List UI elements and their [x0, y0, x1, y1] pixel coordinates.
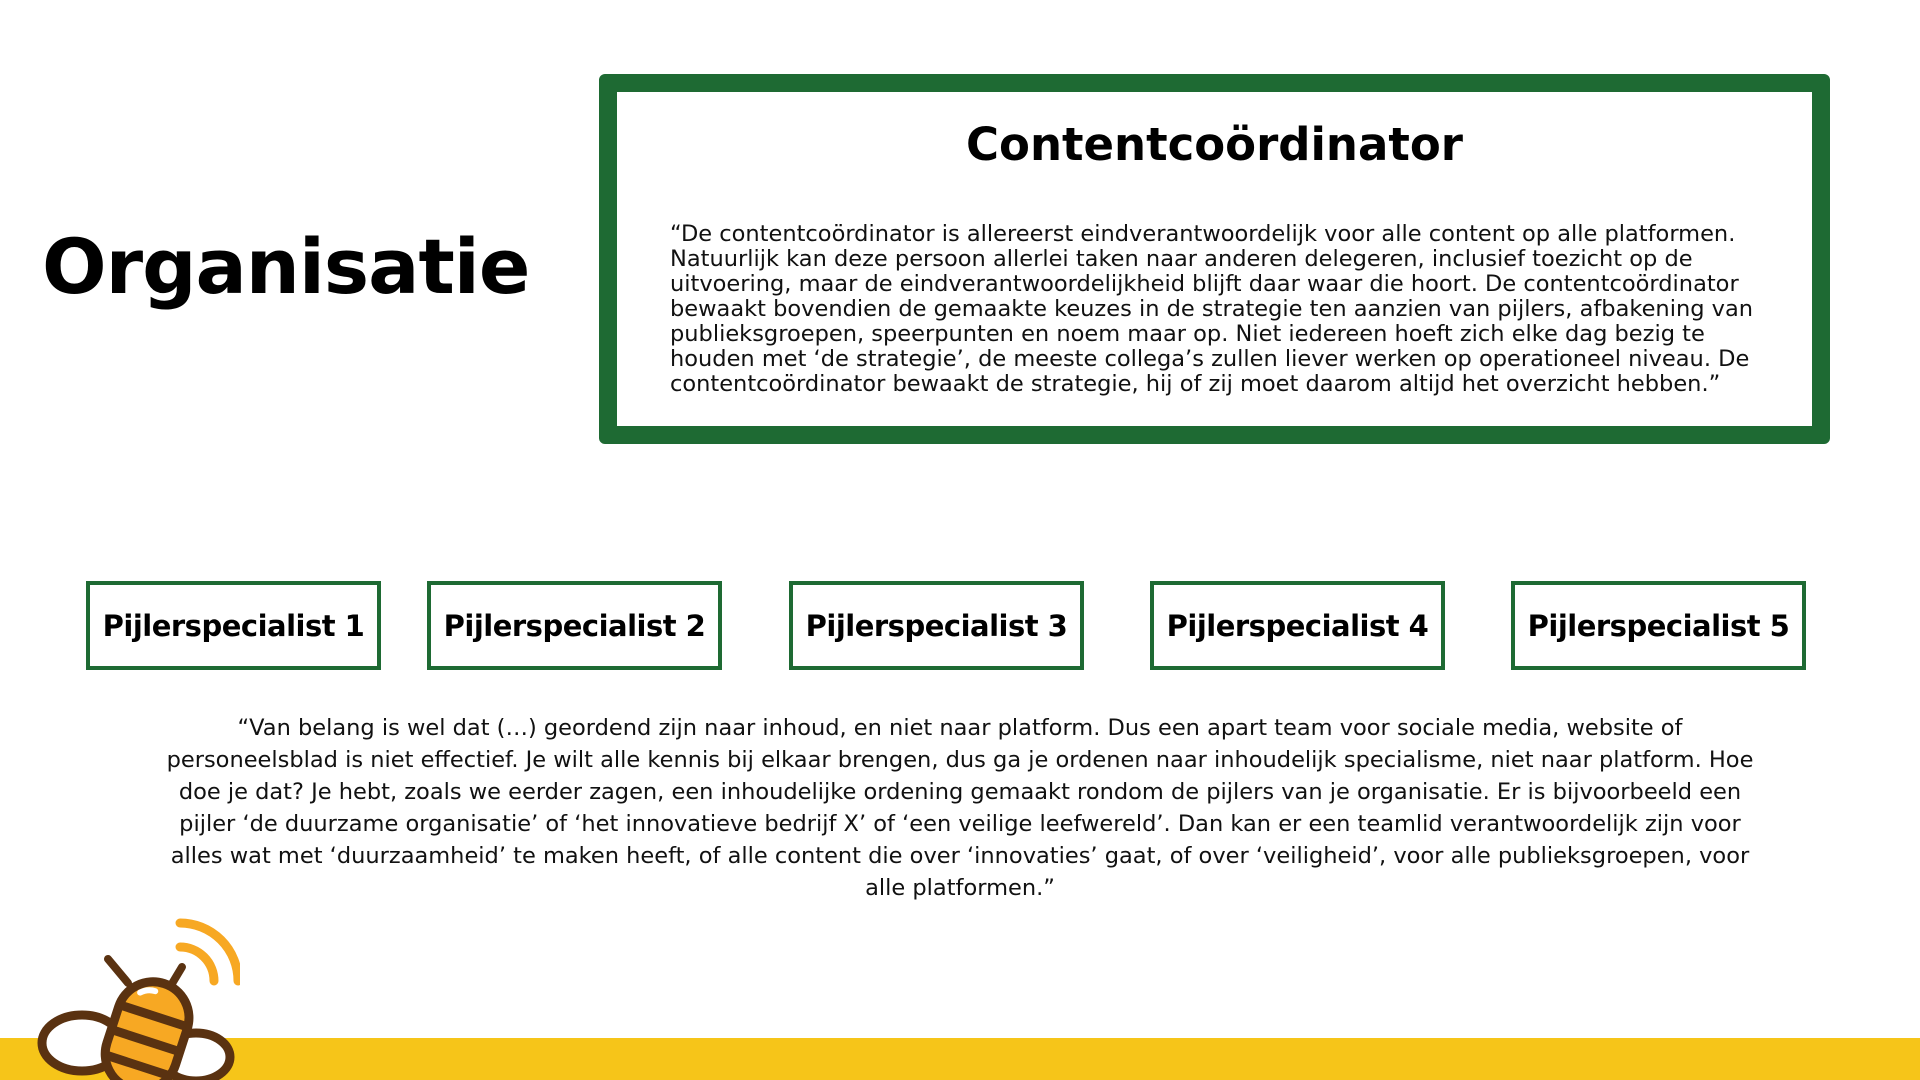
pillar-specialist-1: Pijlerspecialist 1 — [86, 581, 381, 670]
coordinator-box — [599, 74, 1830, 444]
coordinator-quote: “De contentcoördinator is allereerst eindverantwoordelijk voor alle content op alle platformen. Natuurlijk kan deze persoon allerlei taken naar anderen delegeren, inclusief toezicht op de uitvoering, maar de eindverantwoordelijkheid blijft daar waar die hoort. De contentcoördinator bewaakt bovendien de gemaakte keuzes in de strategie ten aanzien van pijlers, afbakening van publieksgroepen, speerpunten en noem maar op. Niet iedereen hoeft zich elke dag bezig te houden met ‘de strategie’, de meeste collega’s zullen liever werken op operationeel niveau. De contentcoördinator bewaakt de strategie, hij of zij moet daarom altijd het overzicht hebben.” — [670, 221, 1753, 397]
bee-logo-icon — [30, 915, 240, 1080]
pillar-specialist-2: Pijlerspecialist 2 — [427, 581, 722, 670]
coordinator-title: Contentcoördinator — [966, 118, 1463, 171]
pillar-specialist-3: Pijlerspecialist 3 — [789, 581, 1084, 670]
bottom-quote: “Van belang is wel dat (…) geordend zijn naar inhoud, en niet naar platform. Dus een apart team voor sociale media, website of personeelsblad is niet effectief. Je wilt alle kennis bij elkaar brengen, dus ga je ordenen naar inhoudelijk specialisme, niet naar platform. Hoe doe je dat? Je hebt, zoals we eerder zagen, een inhoudelijke ordening gemaakt rondom de pijlers van je organisatie. Er is bijvoorbeeld een pijler ‘de duurzame organisatie’ of ‘het innovatieve bedrijf X’ of ‘een veilige leefwereld’. Dan kan er een teamlid verantwoordelijk zijn voor alles wat met ‘duurzaamheid’ te maken heeft, of alle content die over ‘innovaties’ gaat, of over ‘veiligheid’, voor alle publieksgroepen, voor alle platformen.” — [166, 715, 1754, 901]
page-title: Organisatie — [42, 222, 530, 311]
pillar-row — [0, 581, 1920, 671]
pillar-specialist-5: Pijlerspecialist 5 — [1511, 581, 1806, 670]
footer-bar — [0, 1038, 1920, 1080]
pillar-specialist-4: Pijlerspecialist 4 — [1150, 581, 1445, 670]
